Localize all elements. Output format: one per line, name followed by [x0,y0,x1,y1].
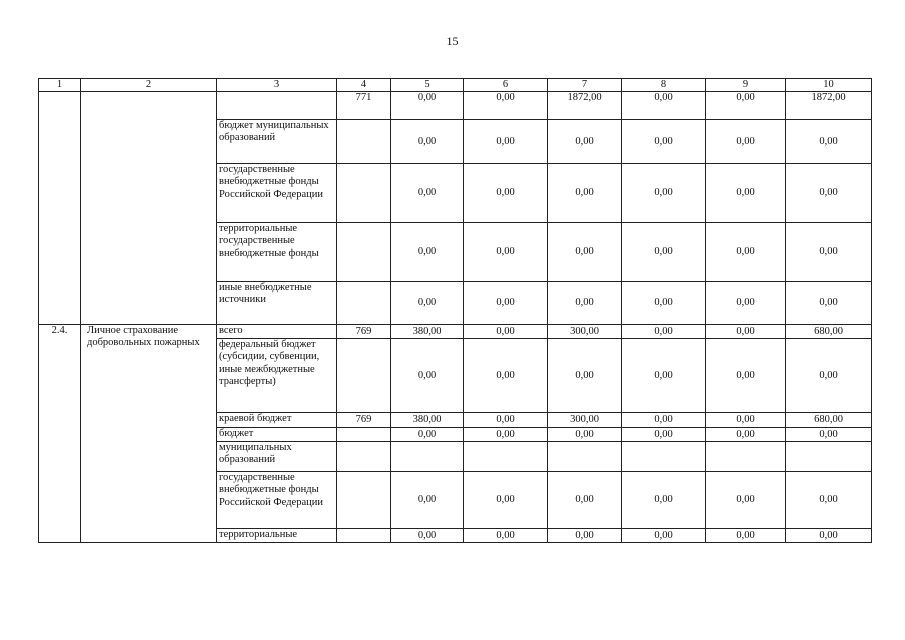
value-cell: 0,00 [548,282,622,325]
code-cell: 769 [337,413,391,428]
value-cell: 300,00 [548,413,622,428]
value-cell: 0,00 [464,282,548,325]
code-cell [337,120,391,164]
value-cell: 0,00 [622,282,706,325]
column-header: 9 [706,79,786,92]
value-cell: 0,00 [622,164,706,223]
funding-source-cell: федеральный бюджет (субсидии, субвенции, иные межбюджетные трансферты) [217,339,337,413]
funding-source-cell: иные внебюджетные источники [217,282,337,325]
activity-name-cell: Личное страхование добровольных пожарных [81,325,217,543]
value-cell: 380,00 [391,413,464,428]
value-cell: 0,00 [548,164,622,223]
value-cell: 0,00 [548,472,622,529]
page-number: 15 [446,34,459,48]
value-cell: 0,00 [464,325,548,339]
value-cell: 0,00 [464,428,548,442]
value-cell [706,442,786,472]
code-cell [337,339,391,413]
code-cell [337,223,391,282]
funding-source-cell: бюджет муниципальных образований [217,120,337,164]
funding-source-cell [217,92,337,120]
column-header: 5 [391,79,464,92]
value-cell: 0,00 [548,529,622,543]
funding-source-cell: муниципальных образований [217,442,337,472]
column-header: 2 [81,79,217,92]
value-cell: 0,00 [786,472,872,529]
value-cell: 300,00 [548,325,622,339]
value-cell: 0,00 [786,339,872,413]
value-cell: 0,00 [464,339,548,413]
value-cell: 0,00 [464,529,548,543]
value-cell: 0,00 [391,223,464,282]
row-number-cell: 2.4. [39,325,81,543]
code-cell: 771 [337,92,391,120]
value-cell: 0,00 [706,92,786,120]
value-cell: 0,00 [706,472,786,529]
value-cell: 0,00 [548,120,622,164]
value-cell: 0,00 [622,223,706,282]
value-cell: 1872,00 [548,92,622,120]
value-cell: 0,00 [464,164,548,223]
value-cell: 380,00 [391,325,464,339]
code-cell [337,282,391,325]
value-cell: 0,00 [548,339,622,413]
value-cell: 0,00 [706,164,786,223]
value-cell: 0,00 [706,339,786,413]
value-cell: 0,00 [706,120,786,164]
value-cell: 0,00 [622,428,706,442]
funding-source-cell: территориальные [217,529,337,543]
value-cell: 0,00 [622,472,706,529]
value-cell: 0,00 [391,120,464,164]
budget-table [38,78,872,543]
value-cell: 0,00 [622,339,706,413]
column-header: 8 [622,79,706,92]
value-cell: 0,00 [706,282,786,325]
value-cell: 0,00 [706,413,786,428]
value-cell: 0,00 [706,428,786,442]
code-cell: 769 [337,325,391,339]
value-cell: 0,00 [464,92,548,120]
code-cell [337,529,391,543]
code-cell [337,472,391,529]
value-cell [464,442,548,472]
column-header: 3 [217,79,337,92]
funding-source-cell: всего [217,325,337,339]
code-cell [337,164,391,223]
value-cell: 0,00 [622,413,706,428]
value-cell: 680,00 [786,413,872,428]
value-cell: 0,00 [786,282,872,325]
row-number-cell [39,92,81,325]
value-cell: 0,00 [622,529,706,543]
value-cell: 0,00 [786,428,872,442]
table-row [39,92,872,120]
value-cell: 680,00 [786,325,872,339]
column-header: 10 [786,79,872,92]
table-row [39,325,872,339]
column-header: 1 [39,79,81,92]
activity-name-cell [81,92,217,325]
funding-source-cell: бюджет [217,428,337,442]
column-header: 6 [464,79,548,92]
value-cell: 0,00 [786,529,872,543]
column-header: 4 [337,79,391,92]
value-cell: 0,00 [464,472,548,529]
value-cell: 0,00 [391,472,464,529]
funding-source-cell: территориальные государственные внебюджетные фонды [217,223,337,282]
value-cell: 0,00 [706,325,786,339]
value-cell: 0,00 [786,164,872,223]
header-row [39,79,872,92]
funding-source-cell: государственные внебюджетные фонды Российской Федерации [217,472,337,529]
value-cell: 0,00 [464,120,548,164]
value-cell: 0,00 [706,529,786,543]
value-cell: 0,00 [786,120,872,164]
value-cell: 1872,00 [786,92,872,120]
value-cell: 0,00 [706,223,786,282]
value-cell: 0,00 [391,282,464,325]
value-cell: 0,00 [464,223,548,282]
value-cell: 0,00 [391,92,464,120]
column-header: 7 [548,79,622,92]
value-cell [622,442,706,472]
code-cell [337,428,391,442]
value-cell: 0,00 [391,428,464,442]
funding-source-cell: краевой бюджет [217,413,337,428]
funding-source-cell: государственные внебюджетные фонды Российской Федерации [217,164,337,223]
value-cell [391,442,464,472]
value-cell: 0,00 [786,223,872,282]
value-cell: 0,00 [548,223,622,282]
value-cell [548,442,622,472]
value-cell: 0,00 [391,164,464,223]
value-cell: 0,00 [548,428,622,442]
value-cell: 0,00 [622,325,706,339]
code-cell [337,442,391,472]
value-cell: 0,00 [622,92,706,120]
value-cell: 0,00 [391,339,464,413]
value-cell: 0,00 [391,529,464,543]
value-cell [786,442,872,472]
value-cell: 0,00 [622,120,706,164]
value-cell: 0,00 [464,413,548,428]
